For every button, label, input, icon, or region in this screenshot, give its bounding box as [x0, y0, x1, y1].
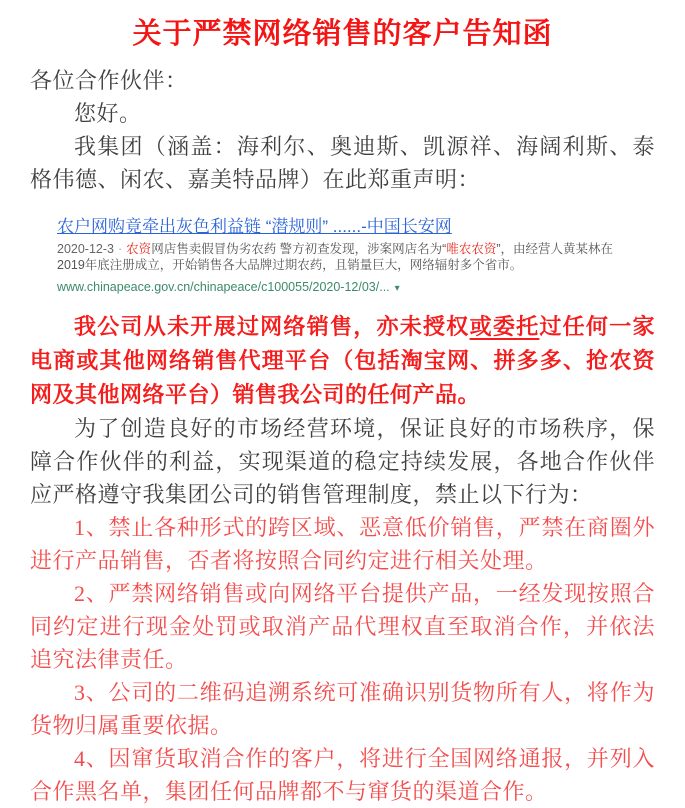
- intro-paragraph: 我集团（涵盖：海利尔、奥迪斯、凯源祥、海阔利斯、泰格伟德、闲农、嘉美特品牌）在此郑重声明：: [30, 134, 655, 192]
- rule-item-1: 1、禁止各种形式的跨区域、恶意低价销售，严禁在商圈外进行产品销售，否者将按照合同约定进行相关处理。: [30, 515, 655, 573]
- statement-text: 我公司从未开展过网络销售，亦未授权: [74, 314, 470, 339]
- rule-item-3: 3、公司的二维码追溯系统可准确识别货物所有人，将作为货物归属重要依据。: [30, 680, 655, 738]
- dropdown-caret-icon[interactable]: ▾: [394, 283, 400, 294]
- search-result-link[interactable]: 农户网购竟牵出灰色利益链 “潜规则” ......-中国长安网: [57, 217, 452, 236]
- salutation: 各位合作伙伴：: [30, 68, 188, 93]
- rule-item-4: 4、因窜货取消合作的客户，将进行全国网络通报，并列入合作黑名单，集团任何品牌都不与窜货的渠道合作。: [30, 746, 655, 804]
- url-text: www.chinapeace.gov.cn/chinapeace/c100055/2020-12/03/...: [57, 280, 390, 294]
- policy-intro-paragraph: 为了创造良好的市场经营环境，保证良好的市场秩序，保障合作伙伴的利益，实现渠道的稳定持续发展，各地合作伙伴应严格遵守我集团公司的销售管理制度，禁止以下行为：: [30, 416, 655, 507]
- greeting: 您好。: [74, 101, 142, 126]
- highlight-term: 唯农农资: [446, 242, 497, 256]
- statement-underlined-text: 或委托: [469, 314, 540, 339]
- search-result-card: [57, 216, 623, 296]
- highlight-term: 农资: [126, 242, 152, 256]
- dot-separator: ·: [118, 242, 123, 256]
- page-title: 关于严禁网络销售的客户告知函: [132, 18, 553, 50]
- result-date: 2020-12-3: [57, 242, 114, 256]
- search-result-snippet: [57, 242, 623, 273]
- statement-text: 过任何一家电商或其他网络销售代理平台（包括淘宝网、拼多多、抢农资网及其他网络平台）销售我公司的任何产品。: [30, 314, 655, 407]
- snippet-text: ”，由经营人黄某林在2019年底注册成立，开始销售各大品牌过期农药，且销量巨大，网络辐射多个省市。: [57, 242, 614, 272]
- snippet-text: 网店售卖假冒伪劣农药 警方初查发现，涉案网店名为“: [151, 242, 447, 256]
- search-result-url[interactable]: [57, 280, 623, 296]
- rule-item-2: 2、严禁网络销售或向网络平台提供产品，一经发现按照合同约定进行现金处罚或取消产品代理权直至取消合作，并依法追究法律责任。: [30, 581, 655, 672]
- statement-paragraph: [30, 310, 655, 412]
